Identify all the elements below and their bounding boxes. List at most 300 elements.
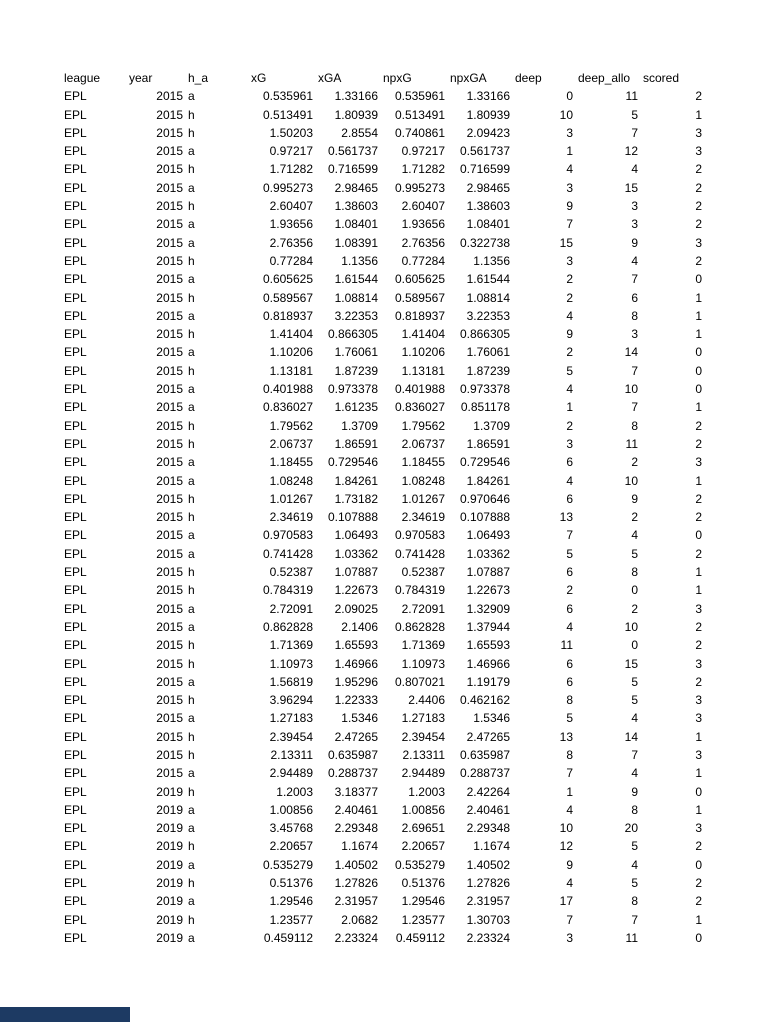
cell-deep_allo: 3	[631, 327, 638, 342]
cell-npxGA: 1.40502	[466, 857, 510, 872]
cell-xG: 1.41404	[269, 327, 313, 342]
cell-deep: 11	[560, 638, 573, 653]
cell-xGA: 2.29348	[334, 821, 378, 836]
cell-scored: 2	[695, 436, 702, 451]
table-row	[63, 124, 706, 142]
cell-deep_allo: 8	[631, 565, 638, 580]
cell-deep_allo: 5	[631, 876, 638, 891]
cell-deep_allo: 2	[631, 510, 638, 525]
cell-xGA: 2.23324	[334, 930, 378, 945]
cell-deep_allo: 7	[631, 747, 638, 762]
cell-npxGA: 2.40461	[466, 802, 510, 817]
cell-year: 2019	[156, 839, 183, 854]
cell-deep_allo: 8	[631, 418, 638, 433]
cell-deep_allo: 5	[631, 546, 638, 561]
cell-year: 2015	[156, 235, 183, 250]
cell-h_a: a	[188, 144, 195, 159]
cell-scored: 3	[695, 656, 702, 671]
table-row	[63, 764, 706, 782]
cell-npxGA: 0.322738	[459, 235, 510, 250]
cell-deep_allo: 14	[624, 729, 638, 744]
cell-npxGA: 2.29348	[466, 821, 510, 836]
cell-scored: 0	[695, 930, 702, 945]
cell-npxG: 1.23577	[401, 912, 445, 927]
cell-deep: 1	[566, 784, 573, 799]
table-row	[63, 581, 706, 599]
cell-deep: 3	[566, 436, 573, 451]
table-row	[63, 362, 706, 380]
cell-xG: 0.52387	[269, 565, 313, 580]
cell-xGA: 1.33166	[334, 89, 378, 104]
cell-deep: 3	[566, 930, 573, 945]
cell-deep: 5	[566, 546, 573, 561]
cell-scored: 1	[695, 107, 702, 122]
cell-deep_allo: 8	[631, 802, 638, 817]
cell-scored: 1	[695, 802, 702, 817]
cell-xGA: 1.22673	[334, 583, 378, 598]
cell-xGA: 3.18377	[334, 784, 378, 799]
table-row	[63, 746, 706, 764]
cell-year: 2015	[156, 253, 183, 268]
cell-deep: 6	[566, 491, 573, 506]
table-row	[63, 563, 706, 581]
cell-npxGA: 1.80939	[466, 107, 510, 122]
table-row	[63, 252, 706, 270]
cell-xG: 0.605625	[262, 272, 313, 287]
cell-scored: 1	[695, 766, 702, 781]
table-row	[63, 618, 706, 636]
cell-year: 2015	[156, 766, 183, 781]
cell-h_a: h	[188, 784, 195, 799]
cell-year: 2015	[156, 711, 183, 726]
cell-scored: 2	[695, 619, 702, 634]
cell-year: 2015	[156, 89, 183, 104]
cell-year: 2015	[156, 107, 183, 122]
cell-xGA: 0.973378	[327, 382, 378, 397]
cell-xGA: 1.40502	[334, 857, 378, 872]
cell-deep_allo: 10	[624, 382, 638, 397]
table-row	[63, 234, 706, 252]
cell-league: EPL	[64, 382, 87, 397]
cell-npxGA: 1.38603	[466, 199, 510, 214]
cell-year: 2015	[156, 510, 183, 525]
cell-deep: 7	[566, 217, 573, 232]
cell-xGA: 1.84261	[334, 473, 378, 488]
cell-year: 2015	[156, 382, 183, 397]
cell-xGA: 1.27826	[334, 876, 378, 891]
cell-deep_allo: 7	[631, 272, 638, 287]
cell-year: 2015	[156, 747, 183, 762]
table-row	[63, 325, 706, 343]
cell-npxG: 2.13311	[402, 747, 445, 762]
cell-year: 2015	[156, 674, 183, 689]
cell-npxG: 2.69651	[401, 821, 445, 836]
cell-npxGA: 1.06493	[466, 528, 510, 543]
column-header-xG: xG	[251, 71, 267, 85]
cell-npxGA: 2.09423	[466, 125, 510, 140]
cell-year: 2015	[156, 601, 183, 616]
cell-npxGA: 0.866305	[459, 327, 510, 342]
cell-xGA: 1.61544	[334, 272, 378, 287]
table-row	[63, 508, 706, 526]
cell-xGA: 2.1406	[341, 619, 378, 634]
cell-npxG: 0.836027	[394, 400, 445, 415]
cell-deep: 7	[566, 528, 573, 543]
cell-h_a: h	[188, 693, 195, 708]
cell-league: EPL	[64, 784, 87, 799]
cell-h_a: a	[188, 400, 195, 415]
cell-league: EPL	[64, 418, 87, 433]
cell-league: EPL	[64, 144, 87, 159]
cell-npxGA: 0.973378	[459, 382, 510, 397]
cell-npxG: 1.71369	[401, 638, 445, 653]
cell-h_a: h	[188, 565, 195, 580]
cell-scored: 1	[695, 473, 702, 488]
cell-year: 2015	[156, 144, 183, 159]
table-row	[63, 380, 706, 398]
cell-deep_allo: 10	[624, 473, 638, 488]
cell-deep_allo: 10	[624, 619, 638, 634]
cell-xG: 1.08248	[269, 473, 313, 488]
cell-deep: 2	[566, 583, 573, 598]
cell-npxG: 1.29546	[401, 894, 445, 909]
cell-deep: 3	[566, 125, 573, 140]
table-row	[63, 215, 706, 233]
cell-h_a: a	[188, 601, 195, 616]
cell-h_a: h	[188, 363, 195, 378]
cell-deep: 2	[566, 290, 573, 305]
cell-xGA: 1.87239	[334, 363, 378, 378]
footer-bar	[0, 1007, 130, 1022]
cell-xGA: 1.3709	[341, 418, 378, 433]
cell-league: EPL	[64, 766, 87, 781]
cell-npxGA: 1.87239	[466, 363, 510, 378]
cell-npxGA: 1.5346	[473, 711, 510, 726]
cell-deep_allo: 4	[631, 253, 638, 268]
cell-league: EPL	[64, 565, 87, 580]
cell-year: 2015	[156, 638, 183, 653]
cell-npxG: 1.13181	[401, 363, 445, 378]
cell-scored: 0	[695, 382, 702, 397]
table-row	[63, 892, 706, 910]
cell-year: 2019	[156, 784, 183, 799]
cell-npxGA: 1.30703	[466, 912, 510, 927]
cell-deep_allo: 15	[624, 656, 638, 671]
cell-xG: 2.06737	[269, 436, 313, 451]
table-row	[63, 435, 706, 453]
cell-deep: 9	[566, 199, 573, 214]
cell-year: 2015	[156, 162, 183, 177]
cell-h_a: h	[188, 290, 195, 305]
data-table	[63, 69, 706, 947]
table-row	[63, 490, 706, 508]
cell-year: 2015	[156, 199, 183, 214]
cell-xGA: 1.1674	[341, 839, 378, 854]
cell-npxGA: 0.107888	[459, 510, 510, 525]
cell-xG: 2.60407	[269, 199, 313, 214]
cell-scored: 1	[695, 308, 702, 323]
cell-year: 2015	[156, 345, 183, 360]
cell-xGA: 1.65593	[334, 638, 378, 653]
cell-deep_allo: 4	[631, 162, 638, 177]
cell-scored: 2	[695, 199, 702, 214]
cell-scored: 2	[695, 217, 702, 232]
cell-deep: 7	[566, 912, 573, 927]
cell-npxG: 1.18455	[401, 455, 445, 470]
cell-xGA: 1.1356	[341, 253, 378, 268]
cell-league: EPL	[64, 802, 87, 817]
cell-xG: 1.56819	[269, 674, 313, 689]
cell-year: 2015	[156, 418, 183, 433]
cell-league: EPL	[64, 674, 87, 689]
cell-h_a: h	[188, 327, 195, 342]
cell-deep_allo: 9	[631, 235, 638, 250]
table-row	[63, 600, 706, 618]
cell-xG: 0.77284	[269, 253, 313, 268]
table-row	[63, 417, 706, 435]
cell-scored: 2	[695, 546, 702, 561]
cell-league: EPL	[64, 857, 87, 872]
cell-npxGA: 1.65593	[466, 638, 510, 653]
cell-scored: 1	[695, 729, 702, 744]
cell-deep_allo: 11	[625, 930, 638, 945]
cell-npxG: 2.39454	[401, 729, 445, 744]
cell-year: 2015	[156, 436, 183, 451]
cell-deep_allo: 6	[631, 290, 638, 305]
cell-scored: 2	[695, 418, 702, 433]
cell-year: 2015	[156, 308, 183, 323]
cell-npxGA: 1.37944	[466, 619, 510, 634]
cell-npxGA: 0.851178	[460, 400, 510, 415]
cell-league: EPL	[64, 107, 87, 122]
cell-npxG: 2.4406	[408, 693, 445, 708]
cell-deep_allo: 4	[631, 857, 638, 872]
cell-npxG: 0.807021	[394, 674, 445, 689]
cell-scored: 2	[695, 89, 702, 104]
cell-npxGA: 1.61544	[466, 272, 510, 287]
cell-deep: 6	[566, 601, 573, 616]
cell-xG: 1.29546	[269, 894, 313, 909]
column-header-year: year	[129, 71, 153, 85]
cell-npxG: 0.741428	[394, 546, 445, 561]
cell-deep: 3	[566, 180, 573, 195]
cell-deep: 13	[559, 729, 573, 744]
cell-npxG: 1.10206	[401, 345, 445, 360]
table-row	[63, 142, 706, 160]
cell-xGA: 0.107888	[327, 510, 378, 525]
cell-xG: 2.20657	[269, 839, 313, 854]
table-row	[63, 874, 706, 892]
cell-deep: 2	[566, 418, 573, 433]
cell-year: 2015	[156, 565, 183, 580]
cell-deep: 4	[566, 619, 573, 634]
cell-scored: 2	[695, 162, 702, 177]
cell-npxG: 0.97217	[401, 144, 445, 159]
cell-scored: 3	[695, 455, 702, 470]
cell-npxGA: 1.84261	[466, 473, 510, 488]
cell-year: 2015	[156, 455, 183, 470]
cell-league: EPL	[64, 491, 87, 506]
table-header-row	[63, 69, 706, 87]
cell-npxGA: 2.42264	[466, 784, 510, 799]
cell-npxG: 1.08248	[401, 473, 445, 488]
cell-h_a: h	[188, 876, 195, 891]
column-header-league: league	[64, 71, 101, 85]
cell-deep_allo: 4	[631, 528, 638, 543]
cell-npxGA: 0.729546	[459, 455, 510, 470]
table-row	[63, 911, 706, 929]
cell-year: 2019	[156, 876, 183, 891]
cell-h_a: h	[188, 436, 195, 451]
cell-league: EPL	[64, 89, 87, 104]
cell-xG: 2.72091	[269, 601, 313, 616]
cell-npxGA: 1.19179	[466, 674, 510, 689]
cell-xGA: 2.09025	[334, 601, 378, 616]
cell-league: EPL	[64, 619, 87, 634]
cell-npxG: 1.27183	[401, 711, 445, 726]
table-row	[63, 655, 706, 673]
cell-h_a: a	[188, 894, 195, 909]
cell-npxGA: 2.98465	[466, 180, 510, 195]
cell-h_a: a	[188, 857, 195, 872]
cell-deep: 4	[566, 308, 573, 323]
cell-xGA: 1.76061	[334, 345, 378, 360]
cell-npxG: 1.01267	[401, 491, 445, 506]
column-header-deep_allo: deep_allo	[578, 71, 631, 85]
cell-scored: 2	[695, 674, 702, 689]
cell-deep_allo: 3	[631, 199, 638, 214]
cell-xG: 0.51376	[269, 876, 313, 891]
cell-scored: 2	[695, 638, 702, 653]
cell-league: EPL	[64, 747, 87, 762]
cell-scored: 0	[695, 857, 702, 872]
cell-deep_allo: 7	[631, 125, 638, 140]
table-row	[63, 929, 706, 947]
cell-deep_allo: 8	[631, 308, 638, 323]
cell-h_a: h	[188, 747, 195, 762]
cell-h_a: a	[188, 345, 195, 360]
cell-h_a: a	[188, 930, 195, 945]
cell-xGA: 0.635987	[327, 747, 378, 762]
cell-deep_allo: 12	[624, 144, 638, 159]
cell-xG: 2.94489	[269, 766, 313, 781]
cell-xG: 0.97217	[269, 144, 313, 159]
cell-npxG: 0.513491	[394, 107, 445, 122]
cell-npxG: 0.535279	[394, 857, 445, 872]
cell-xG: 0.535961	[262, 89, 313, 104]
cell-xG: 2.34619	[269, 510, 313, 525]
cell-npxG: 1.2003	[408, 784, 445, 799]
cell-h_a: h	[188, 912, 195, 927]
cell-xG: 1.10206	[269, 345, 313, 360]
column-header-deep: deep	[515, 71, 542, 85]
cell-h_a: a	[188, 180, 195, 195]
cell-scored: 1	[695, 327, 702, 342]
cell-year: 2019	[156, 894, 183, 909]
cell-xG: 0.970583	[262, 528, 313, 543]
cell-deep: 10	[559, 821, 573, 836]
cell-league: EPL	[64, 235, 87, 250]
cell-xG: 0.836027	[262, 400, 313, 415]
cell-scored: 0	[695, 528, 702, 543]
cell-league: EPL	[64, 400, 87, 415]
cell-league: EPL	[64, 912, 87, 927]
cell-h_a: a	[188, 546, 195, 561]
cell-deep_allo: 2	[631, 455, 638, 470]
cell-xGA: 1.07887	[334, 565, 378, 580]
cell-deep: 17	[559, 894, 573, 909]
table-row	[63, 673, 706, 691]
cell-xG: 3.45768	[269, 821, 313, 836]
cell-npxG: 0.51376	[401, 876, 445, 891]
cell-xG: 0.818937	[262, 308, 313, 323]
cell-npxGA: 1.33166	[466, 89, 510, 104]
cell-league: EPL	[64, 876, 87, 891]
column-header-scored: scored	[643, 71, 680, 85]
cell-xG: 1.93656	[269, 217, 313, 232]
cell-h_a: a	[188, 455, 195, 470]
cell-deep_allo: 20	[624, 821, 638, 836]
cell-h_a: h	[188, 162, 195, 177]
cell-xG: 2.76356	[269, 235, 313, 250]
cell-npxG: 0.52387	[401, 565, 445, 580]
cell-xG: 1.01267	[269, 491, 313, 506]
cell-deep: 10	[559, 107, 573, 122]
cell-league: EPL	[64, 308, 87, 323]
cell-xG: 1.10973	[269, 656, 313, 671]
cell-xG: 0.784319	[262, 583, 313, 598]
cell-deep: 9	[566, 857, 573, 872]
table-row	[63, 819, 706, 837]
cell-xGA: 1.95296	[334, 674, 378, 689]
cell-year: 2015	[156, 729, 183, 744]
cell-league: EPL	[64, 199, 87, 214]
cell-npxG: 0.605625	[394, 272, 445, 287]
cell-npxGA: 1.27826	[466, 876, 510, 891]
cell-xGA: 1.5346	[341, 711, 378, 726]
cell-h_a: h	[188, 125, 195, 140]
cell-scored: 1	[695, 290, 702, 305]
cell-npxGA: 1.32909	[466, 601, 510, 616]
cell-h_a: a	[188, 382, 195, 397]
cell-league: EPL	[64, 272, 87, 287]
cell-deep_allo: 11	[625, 89, 638, 104]
cell-xGA: 1.61235	[334, 400, 378, 415]
table-row	[63, 728, 706, 746]
table-row	[63, 87, 706, 105]
cell-xG: 1.13181	[269, 363, 313, 378]
cell-deep: 4	[566, 162, 573, 177]
table-row	[63, 709, 706, 727]
cell-league: EPL	[64, 821, 87, 836]
cell-xGA: 0.729546	[327, 455, 378, 470]
cell-league: EPL	[64, 180, 87, 195]
cell-deep: 4	[566, 802, 573, 817]
cell-league: EPL	[64, 839, 87, 854]
cell-deep_allo: 3	[631, 217, 638, 232]
cell-xG: 0.995273	[262, 180, 313, 195]
cell-league: EPL	[64, 327, 87, 342]
cell-npxG: 0.740861	[394, 125, 445, 140]
cell-h_a: h	[188, 656, 195, 671]
cell-npxG: 0.995273	[394, 180, 445, 195]
cell-npxGA: 1.03362	[466, 546, 510, 561]
cell-scored: 3	[695, 144, 702, 159]
cell-deep: 6	[566, 674, 573, 689]
cell-npxGA: 1.76061	[466, 345, 510, 360]
cell-xGA: 1.03362	[334, 546, 378, 561]
cell-year: 2015	[156, 693, 183, 708]
